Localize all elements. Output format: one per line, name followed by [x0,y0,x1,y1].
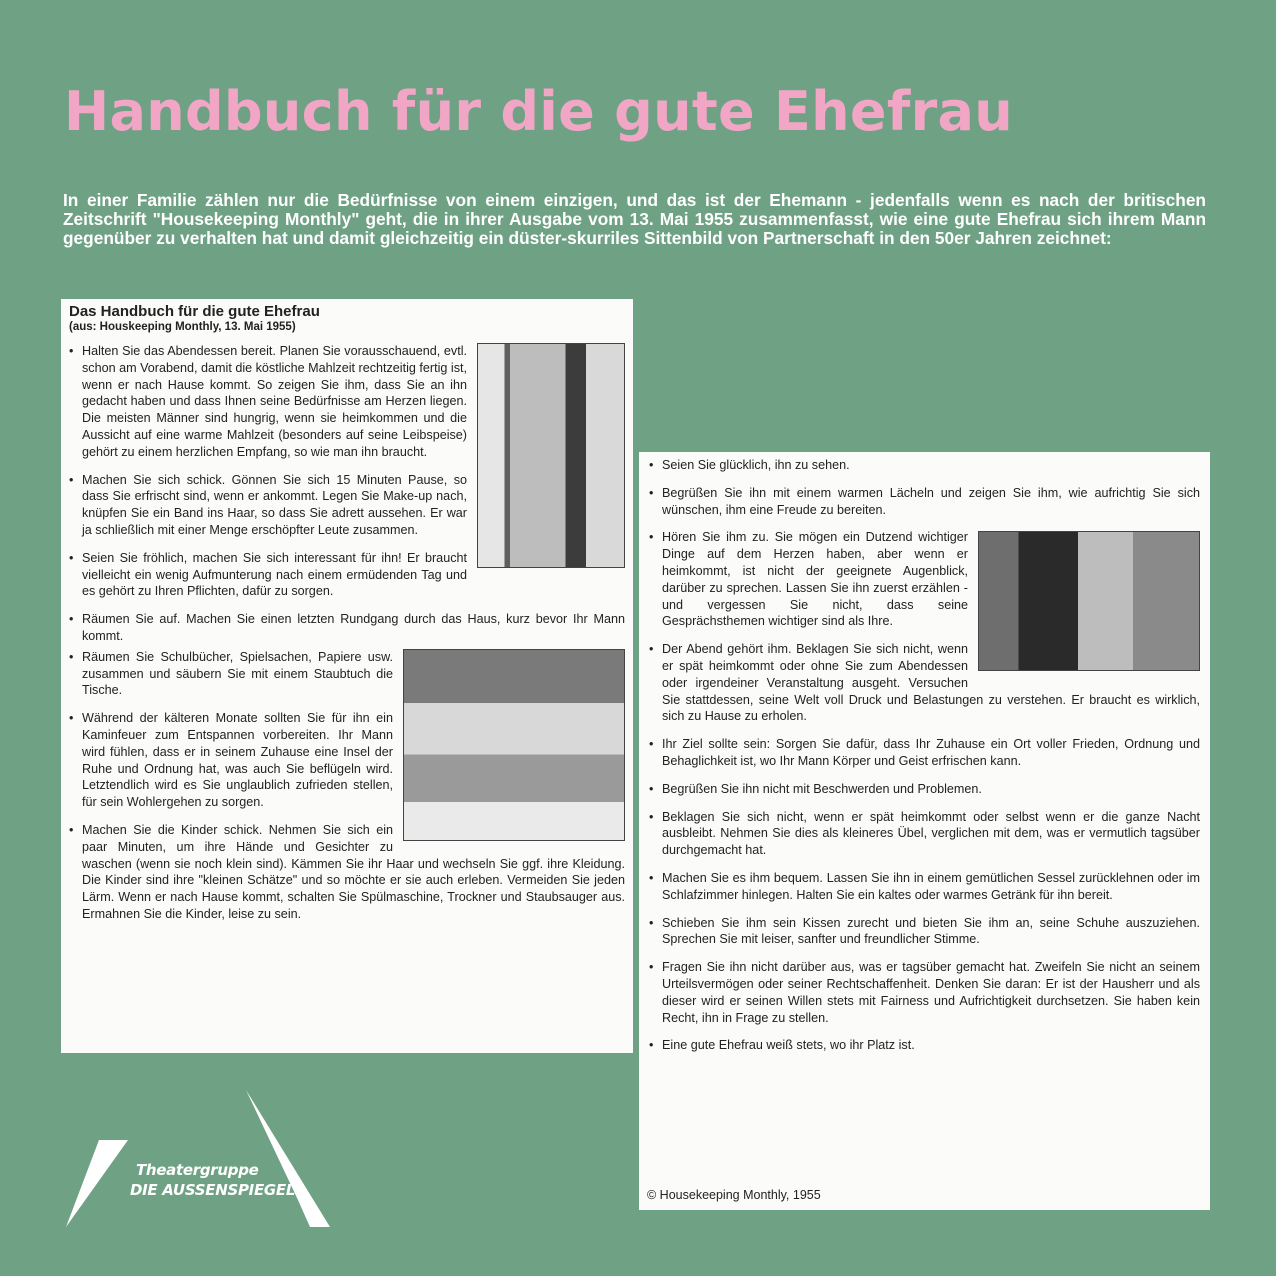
clipping-left [61,299,633,1053]
logo-line-1: Theatergruppe [136,1161,259,1179]
theater-group-logo [66,1090,330,1230]
list-item: • Räumen Sie auf. Machen Sie einen letzten Rundgang durch das Haus, kurz bevor Ihr Mann kommt. [69,611,625,645]
page-title: Handbuch für die gute Ehefrau [64,80,1014,143]
list-item: • Begrüßen Sie ihn mit einem warmen Lächeln und zeigen Sie ihm, wie aufrichtig Sie sich wünschen, ihm eine Freude zu bereiten. [649,485,1200,519]
list-item: • Hören Sie ihm zu. Sie mögen ein Dutzend wichtiger Dinge auf dem Herzen haben, aber wenn er heimkommt, ist nicht der geeignete Augenblick, darüber zu sprechen. Lassen Sie ihn zuerst erzählen - und vergessen Sie nicht, dass seine Gesprächsthemen wichtiger sind als Ihre. [649,529,1200,630]
list-item: • Während der kälteren Monate sollten Sie für ihn ein Kaminfeuer zum Entspannen vorbereiten. Ihr Mann wird fühlen, dass er in seinem Zuhause eine Insel der Ruhe und Ordnung hat, was auch Sie beflügeln wird. Letztendlich wird es Sie unglaublich zufrieden stellen, für sein Wohlergehen zu sorgen. [69,710,625,811]
list-item: • Ihr Ziel sollte sein: Sorgen Sie dafür, dass Ihr Zuhause ein Ort voller Frieden, Ordnung und Behaglichkeit ist, wo Ihr Mann Körper und Geist erfrischen kann. [649,736,1200,770]
logo-mirror-icon [66,1090,330,1230]
clipping-title: Das Handbuch für die gute Ehefrau [69,303,320,320]
list-item: • Seien Sie glücklich, ihn zu sehen. [649,457,1200,474]
list-item: • Seien Sie fröhlich, machen Sie sich interessant für ihn! Er braucht vielleicht ein wenig Aufmunterung nach einem ermüdenden Tag und es gehört zu Ihren Pflichten, dafür zu sorgen. [69,550,625,600]
list-item: • Machen Sie es ihm bequem. Lassen Sie ihn in einem gemütlichen Sessel zurücklehnen oder im Schlafzimmer hinlegen. Halten Sie ein kaltes oder warmes Getränk für ihn bereit. [649,870,1200,904]
list-item: • Beklagen Sie sich nicht, wenn er spät heimkommt oder selbst wenn er die ganze Nacht ausbleibt. Nehmen Sie dies als kleineres Übel, verglichen mit dem, was er vermutlich tagsüber durchgemacht hat. [649,809,1200,859]
list-item: • Machen Sie die Kinder schick. Nehmen Sie sich ein paar Minuten, um ihre Hände und Gesichter zu waschen (wenn sie noch klein sind). Kämmen Sie ihr Haar und wechseln Sie ggf. ihre Kleidung. Die Kinder sind ihre "kleinen Schätze" und so möchte er sie auch erleben. Vermeiden Sie jeden Lärm. Wenn er nach Hause kommt, schalten Sie Spülmaschine, Trockner und Staubsauger aus. Ermahnen Sie die Kinder, leise zu sein. [69,822,625,923]
list-item: • Fragen Sie ihn nicht darüber aus, was er tagsüber gemacht hat. Zweifeln Sie nicht an seinem Urteilsvermögen oder seiner Rechtschaffenheit. Denken Sie daran: Er ist der Hausherr und als dieser wird er seinen Willen stets mit Fairness und Aufrichtigkeit durchsetzen. Sie haben kein Recht, ihn in Frage zu stellen. [649,959,1200,1026]
logo-line-2: DIE AUSSENSPIEGEL [130,1181,296,1199]
list-item: • Halten Sie das Abendessen bereit. Planen Sie vorausschauend, evtl. schon am Vorabend, damit die köstliche Mahlzeit rechtzeitig fertig ist, wenn er nach Hause kommt. So zeigen Sie ihm, dass Sie an ihn gedacht haben und dass Ihnen seine Bedürfnisse am Herzen liegen. Die meisten Männer sind hungrig, wenn sie heimkommen und die Aussicht auf eine warme Mahlzeit (besonders auf seine Leibspeise) gehört zu einem herzlichen Empfang, so wie man ihn braucht. [69,343,625,461]
copyright-note: © Housekeeping Monthly, 1955 [647,1188,821,1202]
clipping-source: (aus: Houskeeping Monthly, 13. Mai 1955) [69,321,296,333]
clipping-right [639,452,1210,1210]
list-item: • Schieben Sie ihm sein Kissen zurecht und bieten Sie ihm an, seine Schuhe auszuziehen. Sprechen Sie mit leiser, sanfter und freundlicher Stimme. [649,915,1200,949]
list-item: • Begrüßen Sie ihn nicht mit Beschwerden und Problemen. [649,781,1200,798]
intro-paragraph: In einer Familie zählen nur die Bedürfnisse von einem einzigen, und das ist der Ehemann - jedenfalls wenn es nach der britischen Zeitschrift "Housekeeping Monthly" geht, die in ihrer Ausgabe vom 13. Mai 1955 zusammenfasst, wie eine gute Ehefrau sich ihrem Mann gegenüber zu verhalten hat und damit gleichzeitig ein düster-skurriles Sittenbild von Partnerschaft in den 50er Jahren zeichnet: [63,190,1206,248]
list-item: • Eine gute Ehefrau weiß stets, wo ihr Platz ist. [649,1037,1200,1054]
list-item: • Räumen Sie Schulbücher, Spielsachen, Papiere usw. zusammen und säubern Sie mit einem Staubtuch die Tische. [69,649,625,699]
list-item: • Machen Sie sich schick. Gönnen Sie sich 15 Minuten Pause, so dass Sie erfrischt sind, wenn er ankommt. Legen Sie Make-up nach, knüpfen Sie ein Band ins Haar, so dass Sie adrett aussehen. Er war ja schließlich mit einer Menge erschöpfter Leute zusammen. [69,472,625,539]
list-item: • Der Abend gehört ihm. Beklagen Sie sich nicht, wenn er spät heimkommt oder ohne Sie zum Abendessen oder irgendeiner Veranstaltung ausgeht. Versuchen Sie stattdessen, seine Welt voll Druck und Belastungen zu verstehen. Er braucht es wirklich, sich zu Hause zu erholen. [649,641,1200,725]
